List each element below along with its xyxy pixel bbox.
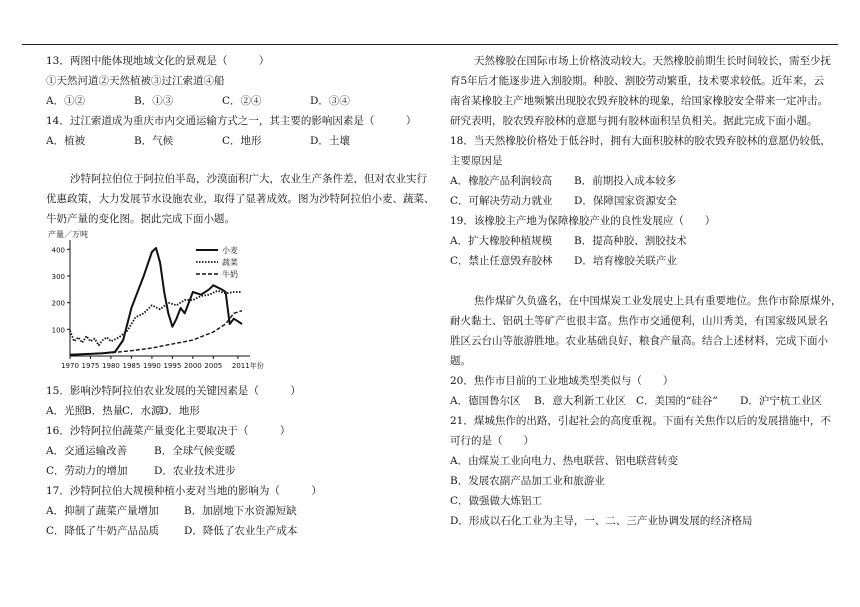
q20-option-b[interactable]: B．意大利新工业区 [534,395,626,407]
jiaozuo-passage-line-3: 胜区云台山等旅游胜地。农业基础良好，粮食产量高。结合上述材料，完成下面小 [450,335,828,347]
q13-option-b[interactable]: B．①③ [134,95,174,107]
series-line-2 [70,311,242,355]
x-tick-label: 1970 [61,362,79,370]
q19-stem: 19．该橡胶主产地为保障橡胶产业的良性发展应（ ） [450,215,716,227]
q13-option-c[interactable]: C．②④ [222,95,262,107]
jiaozuo-passage-line-2: 耐火黏土、铝矾土等矿产也很丰富。焦作市交通便利，山川秀美，有国家级风景名 [450,315,828,327]
q21-option-c[interactable]: C．做强做大炼铝工 [450,495,543,507]
q16-option-b[interactable]: B．全球气候变暖 [154,445,236,457]
q15-option-a[interactable]: A．光照 [46,405,86,417]
q15-stem: 15．影响沙特阿拉伯农业发展的关键因素是（ ） [46,385,301,397]
q14-option-c[interactable]: C．地形 [222,135,262,147]
q21-stem-2: 可行的是（ ） [450,435,534,447]
rubber-passage-line-4: 研究表明，胶农毁弃胶林的意愿与拥有胶林面积呈负相关。据此完成下面小题。 [450,115,818,127]
q20-option-d[interactable]: D．沪宁杭工业区 [740,395,822,407]
q18-stem-2: 主要原因是 [450,155,503,167]
header-rule [22,44,838,45]
y-tick-label: 300 [51,273,65,281]
x-tick-label: 1980 [102,362,120,370]
rubber-passage-line-1: 天然橡胶在国际市场上价格波动较大。天然橡胶前期生长时间较长，需至少抚 [474,55,831,67]
series-line-1 [70,291,242,346]
q15-option-d[interactable]: D．地形 [160,405,200,417]
legend-label-2: 牛奶 [222,270,238,279]
q14-option-a[interactable]: A．植被 [46,135,86,147]
q18-option-b[interactable]: B．前期投入成本较多 [574,175,677,187]
q15-option-c[interactable]: C．水源 [122,405,162,417]
q15-option-b[interactable]: B．热量 [84,405,124,417]
jiaozuo-passage-line-1: 焦作煤矿久负盛名，在中国煤炭工业发展史上具有重要地位。焦作市除原煤外， [474,295,842,307]
legend-label-0: 小麦 [222,246,238,255]
q18-stem-1: 18．当天然橡胶价格处于低谷时，拥有大面积胶林的胶农毁弃胶林的意愿仍较低， [450,135,831,147]
q19-option-b[interactable]: B．提高种胶、割胶技术 [574,235,687,247]
q20-option-a[interactable]: A．德国鲁尔区 [450,395,521,407]
q17-option-d[interactable]: D．降低了农业生产成本 [184,525,298,537]
rubber-passage-line-3: 南省某橡胶主产地频繁出现胶农毁弃胶林的现象，给国家橡胶安全带来一定冲击。 [450,95,828,107]
q14-option-d[interactable]: D．土壤 [310,135,350,147]
q13-option-a[interactable]: A．①② [46,95,86,107]
jiaozuo-passage-line-4: 题。 [450,355,471,367]
q17-option-c[interactable]: C．降低了牛奶产品品质 [46,525,160,537]
series-line-0 [70,248,242,355]
passage-line-2: 优惠政策，大力发展节水设施农业，取得了显著成效。图为沙特阿拉伯小麦、蔬菜、 [46,193,435,205]
x-tick-label: 2011年份 [231,362,264,370]
q16-option-d[interactable]: D．农业技术进步 [154,465,236,477]
x-tick-label: 1995 [163,362,182,370]
y-tick-label: 400 [51,246,65,255]
passage-line-3: 牛奶产量的变化图。据此完成下面小题。 [46,213,235,225]
q21-option-a[interactable]: A．由煤炭工业向电力、热电联营、铝电联营转变 [450,455,679,467]
production-line-chart [46,228,266,378]
q18-option-c[interactable]: C．可解决劳动力就业 [450,195,553,207]
q14-stem: 14．过江索道成为重庆市内交通运输方式之一，其主要的影响因素是（ ） [46,115,417,127]
rubber-passage-line-2: 育5年后才能逐步进入割胶期。种胶、割胶劳动繁重，技术要求较低。近年来，云 [450,75,825,87]
x-tick-label: 1975 [81,362,100,370]
q14-option-b[interactable]: B．气候 [134,135,174,147]
production-chart [46,228,266,378]
x-tick-label: 2005 [204,362,223,370]
y-tick-label: 100 [51,326,65,335]
q16-stem: 16．沙特阿拉伯蔬菜产量变化主要取决于（ ） [46,425,291,437]
q21-stem-1: 21．煤城焦作的出路，引起社会的高度重视。下面有关焦作以后的发展措施中，不 [450,415,831,427]
q18-option-d[interactable]: D．保障国家资源安全 [574,195,677,207]
q21-option-d[interactable]: D．形成以石化工业为主导，一、二、三产业协调发展的经济格局 [450,515,753,527]
q20-option-c[interactable]: C．美国的“硅谷” [636,395,718,407]
q19-option-c[interactable]: C．禁止任意毁弃胶林 [450,255,553,267]
q18-option-a[interactable]: A．橡胶产品利润较高 [450,175,553,187]
q13-option-d[interactable]: D．③④ [310,95,350,107]
x-tick-label: 1985 [122,362,141,370]
q20-stem: 20．焦作市目前的工业地域类型类似与（ ） [450,375,674,387]
q16-option-c[interactable]: C．劳动力的增加 [46,465,128,477]
x-tick-label: 2000 [183,362,202,370]
q13-stem: 13．两图中能体现地域文化的景观是（ ） [46,55,270,67]
q19-option-a[interactable]: A．扩大橡胶种植规模 [450,235,553,247]
q16-option-a[interactable]: A．交通运输改善 [46,445,128,457]
q17-option-b[interactable]: B．加剧地下水资源短缺 [184,505,297,517]
passage-line-1: 沙特阿拉伯位于阿拉伯半岛，沙漠面积广大，农业生产条件差，但对农业实行 [70,173,427,185]
q17-stem: 17．沙特阿拉伯大规模种植小麦对当地的影响为（ ） [46,485,322,497]
x-tick-label: 1990 [142,362,161,370]
q17-option-a[interactable]: A．抑制了蔬菜产量增加 [46,505,159,517]
y-tick-label: 200 [51,299,65,308]
q19-option-d[interactable]: D．培育橡胶关联产业 [574,255,677,267]
q13-items: ①天然河道②天然植被③过江索道④船 [46,75,225,87]
y-axis-label: 产量／万吨 [48,230,88,239]
q21-option-b[interactable]: B．发展农副产品加工业和旅游业 [450,475,605,487]
legend-label-1: 蔬菜 [222,258,238,267]
